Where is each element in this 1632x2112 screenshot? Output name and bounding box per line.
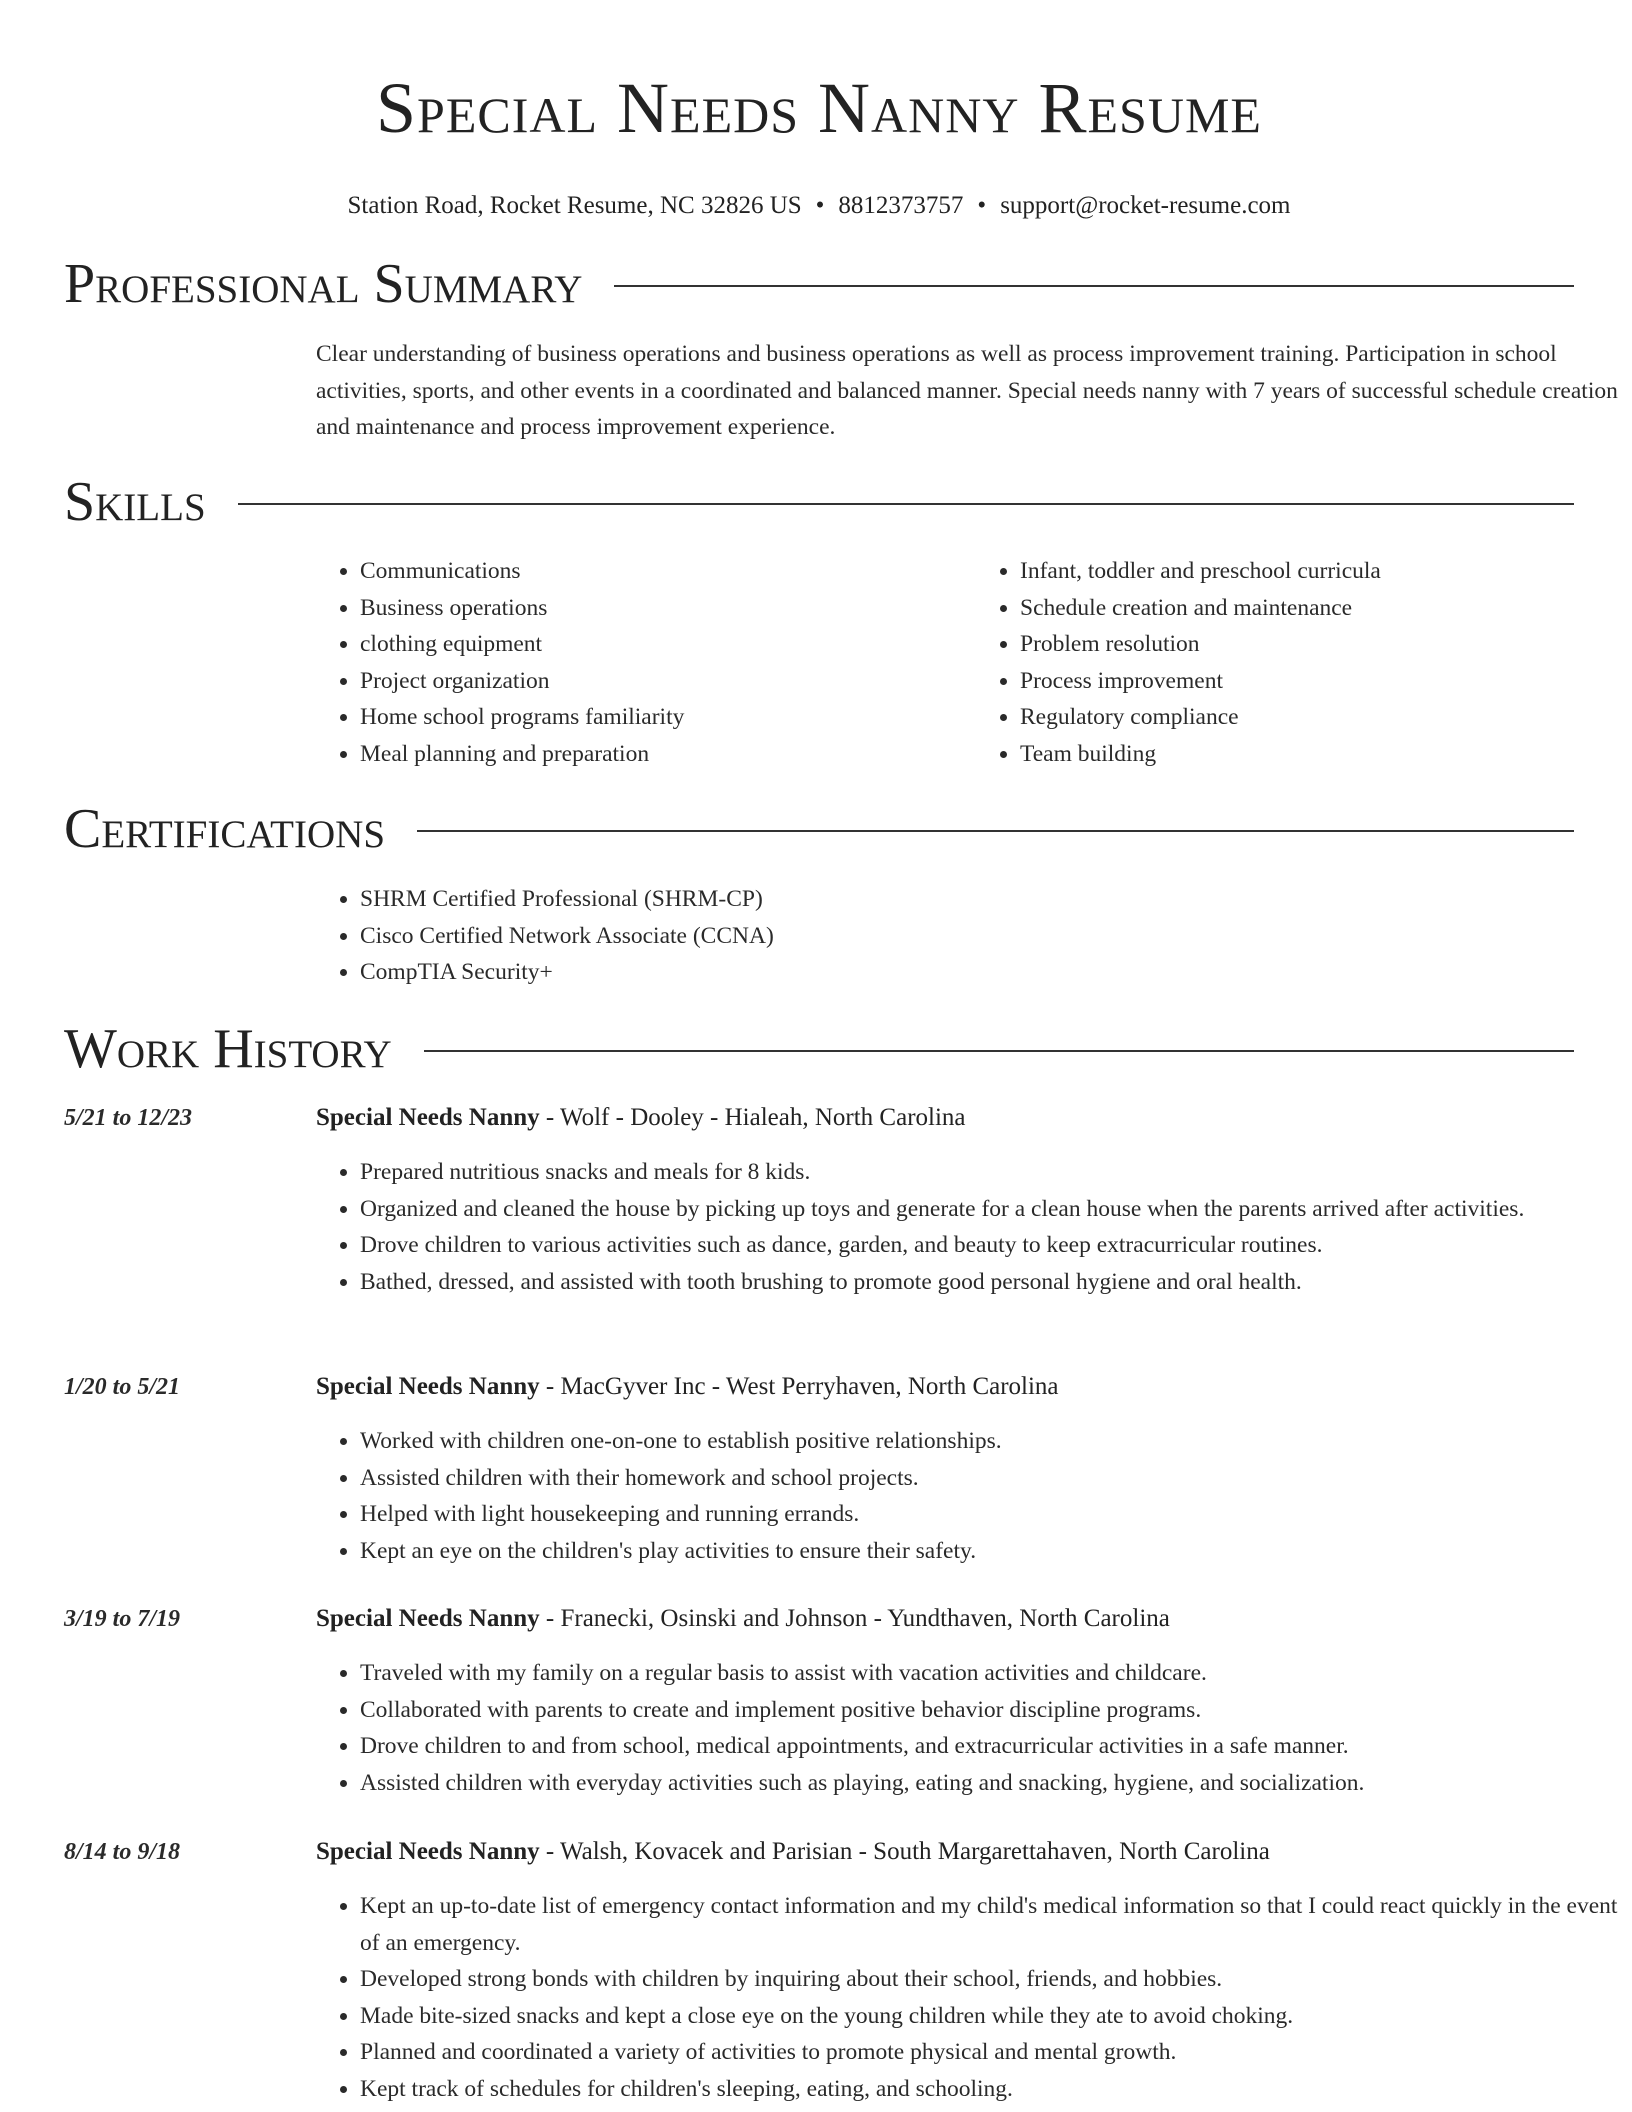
skill-item: • Business operations xyxy=(360,590,976,627)
job-employer: - Walsh, Kovacek and Parisian - South Margarettahaven, North Carolina xyxy=(539,1838,1270,1865)
job-bullet: • Bathed, dressed, and assisted with tooth brushing to promote good personal hygiene and oral health. xyxy=(360,1264,1620,1301)
job-title-line xyxy=(316,1369,1059,1405)
job-dates: 8/14 to 9/18 xyxy=(64,1839,181,1865)
summary-text: Clear understanding of business operations and business operations as well as process improvement training. Participation in school activities, sports, and other events in a coordinated and balanced manner. Special needs nanny with 7 years of successful schedule creation and maintenance and process improvement experience. xyxy=(316,341,1618,440)
job-bullet: • Traveled with my family on a regular basis to assist with vacation activities and childcare. xyxy=(360,1655,1620,1692)
contact-separator: • xyxy=(977,192,987,219)
skills-column-left xyxy=(316,553,976,772)
job-dates: 5/21 to 12/23 xyxy=(64,1105,193,1131)
job-bullets xyxy=(316,1655,1620,1801)
skill-item: • Communications xyxy=(360,553,976,590)
job-bullet: • Worked with children one-on-one to establish positive relationships. xyxy=(360,1423,1620,1460)
job-title: Special Needs Nanny xyxy=(316,1838,540,1865)
job-bullet: • Made bite-sized snacks and kept a close eye on the young children while they ate to avoid choking. xyxy=(360,1998,1620,2035)
job-bullets xyxy=(316,1888,1620,2107)
job-title-line xyxy=(316,1834,1270,1870)
skills-section-header xyxy=(64,470,1574,534)
job-bullets xyxy=(316,1423,1620,1569)
job-bullet: • Developed strong bonds with children by inquiring about their school, friends, and hobbies. xyxy=(360,1961,1620,1998)
section-divider xyxy=(614,285,1574,287)
job-bullet: • Drove children to various activities such as dance, garden, and beauty to keep extracurricular routines. xyxy=(360,1227,1620,1264)
contact-separator: • xyxy=(815,192,825,219)
summary-heading: Professional Summary xyxy=(64,253,583,315)
skill-item: • Meal planning and preparation xyxy=(360,736,976,773)
certifications-heading: Certifications xyxy=(64,798,386,860)
certification-item: • SHRM Certified Professional (SHRM-CP) xyxy=(360,881,1632,918)
job-bullet: • Assisted children with everyday activities such as playing, eating and snacking, hygiene, and socialization. xyxy=(360,1765,1620,1802)
skill-item: • Infant, toddler and preschool curricula xyxy=(1020,553,1632,590)
job-title-line xyxy=(316,1100,966,1136)
contact-address: Station Road, Rocket Resume, NC 32826 US xyxy=(347,192,802,219)
skill-item: • Team building xyxy=(1020,736,1632,773)
job-employer: - Wolf - Dooley - Hialeah, North Carolina xyxy=(539,1104,966,1131)
skill-item: • Process improvement xyxy=(1020,663,1632,700)
job-employer: - Franecki, Osinski and Johnson - Yundthaven, North Carolina xyxy=(539,1605,1170,1632)
resume-name: Special Needs Nanny Resume xyxy=(376,68,1262,148)
job-title: Special Needs Nanny xyxy=(316,1104,540,1131)
resume-page xyxy=(64,0,1618,2102)
summary-section-header xyxy=(64,252,1574,316)
certification-item: • Cisco Certified Network Associate (CCNA) xyxy=(360,918,1632,955)
section-divider xyxy=(417,830,1574,832)
skills-column-right xyxy=(976,553,1632,772)
job-bullet: • Planned and coordinated a variety of activities to promote physical and mental growth. xyxy=(360,2034,1620,2071)
certification-item: • CompTIA Security+ xyxy=(360,954,1632,991)
skill-item: • Home school programs familiarity xyxy=(360,699,976,736)
work-history-section-header xyxy=(64,1017,1574,1081)
job-employer: - MacGyver Inc - West Perryhaven, North Carolina xyxy=(539,1373,1059,1400)
section-divider xyxy=(238,503,1574,505)
skill-item: • Problem resolution xyxy=(1020,626,1632,663)
job-title-line xyxy=(316,1601,1170,1637)
job-bullet: • Kept track of schedules for children's sleeping, eating, and schooling. xyxy=(360,2071,1620,2108)
job-title: Special Needs Nanny xyxy=(316,1373,540,1400)
work-history-heading: Work History xyxy=(64,1018,392,1080)
job-dates: 1/20 to 5/21 xyxy=(64,1374,181,1400)
job-bullets xyxy=(316,1154,1620,1300)
skill-item: • Project organization xyxy=(360,663,976,700)
contact-phone: 8812373757 xyxy=(838,192,964,219)
section-divider xyxy=(424,1050,1574,1052)
skill-item: • Schedule creation and maintenance xyxy=(1020,590,1632,627)
job-bullet: • Assisted children with their homework and school projects. xyxy=(360,1460,1620,1497)
job-bullet: • Drove children to and from school, medical appointments, and extracurricular activities in a safe manner. xyxy=(360,1728,1620,1765)
job-dates: 3/19 to 7/19 xyxy=(64,1606,181,1632)
skill-item: • clothing equipment xyxy=(360,626,976,663)
skills-list xyxy=(316,553,1632,772)
job-bullet: • Kept an up-to-date list of emergency contact information and my child's medical information so that I could react quickly in the event of an emergency. xyxy=(360,1888,1620,1961)
contact-email: support@rocket-resume.com xyxy=(1000,192,1291,219)
job-bullet: • Kept an eye on the children's play activities to ensure their safety. xyxy=(360,1533,1620,1570)
job-bullet: • Collaborated with parents to create and implement positive behavior discipline programs. xyxy=(360,1692,1620,1729)
job-bullet: • Organized and cleaned the house by picking up toys and generate for a clean house when the parents arrived after activities. xyxy=(360,1191,1620,1228)
contact-line xyxy=(64,190,1574,222)
job-title: Special Needs Nanny xyxy=(316,1605,540,1632)
certifications-section-header xyxy=(64,797,1574,861)
skills-heading: Skills xyxy=(64,471,206,533)
skill-item: • Regulatory compliance xyxy=(1020,699,1632,736)
job-bullet: • Prepared nutritious snacks and meals for 8 kids. xyxy=(360,1154,1620,1191)
job-bullet: • Helped with light housekeeping and running errands. xyxy=(360,1496,1620,1533)
certifications-list xyxy=(316,881,1632,991)
